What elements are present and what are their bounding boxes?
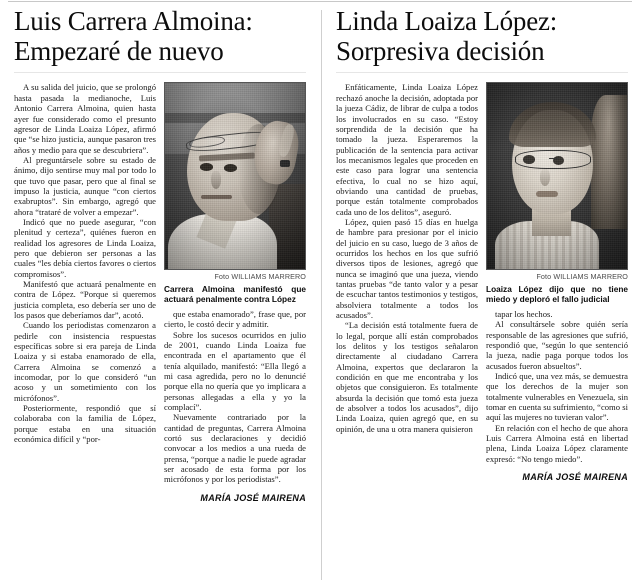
right-headline [336, 6, 628, 66]
left-columns [14, 82, 306, 503]
paragraph: A su salida del juicio, que se prolongó hasta pasada la medianoche, Luis Antonio Carrera Almoina, quien hasta ayer fue considerado como el presunto agresor de Linda Loaiza López, afirmó que “se hizo justicia, aunque pasaron tres años y medio para que se descubriera”. [14, 82, 156, 155]
paragraph: En relación con el hecho de que ahora Luis Carrera Almoina está en libertad plena, Linda Loaiza López claramente expresó: “No tengo miedo”. [486, 422, 628, 464]
left-headline-line-1: Luis Carrera Almoina: [14, 6, 253, 36]
left-photo-caption: Carrera Almoina manifestó que actuará penalmente contra López [164, 283, 306, 304]
paragraph: “La decisión está totalmente fuera de lo legal, porque allí están comprobados los delitos y los testigos señalaron directamente al ciudadano Carrera Almoina, expertos que declararon la condición en que me encontraba y los objetos que consiguieron. Es totalmente absurda la decisión que tomó esta jueza de absolver a todos los acusados”, dijo Linda Loaiza, quien agregó que, en su opinión, de una u otra manera quisieron [336, 320, 478, 434]
left-headline-rule [14, 72, 306, 73]
left-headline [14, 6, 306, 66]
right-headline-line-1: Linda Loaiza López: [336, 6, 558, 36]
paragraph: Indicó que no puede asegurar, “con plenitud y certeza”, quiénes fueron en realidad los agresores de Linda Loaiza, pero que debieron ser personas a las cuales “les debía ciertos favores o ciertos compromisos”. [14, 216, 156, 279]
paragraph: Indicó que, una vez más, se demuestra que los derechos de la mujer son totalmente vulnerables en Venezuela, sin tomar en cuenta su sufrimiento, “como si aquí las mujeres no tuvieran valor”. [486, 370, 628, 423]
right-photo-caption: Loaiza López dijo que no tiene miedo y deploró el fallo judicial [486, 283, 628, 304]
right-column-2 [486, 82, 628, 482]
paragraph: López, quien pasó 15 días en huelga de hambre para presionar por el inicio del juicio en su caso, luego de 3 años de ocurridos los hechos en los que sufrió diversos tipos de lesiones, agregó que nunca se imaginó que una jueza, viendo tantas pruebas “de tanto valor y a pesar de escuchar tantos testimonios y testigos, absolviera totalmente a todos los acusados”. [336, 216, 478, 321]
left-photo-credit: Foto WILLIAMS MARRERO [214, 272, 306, 282]
right-headline-rule [336, 72, 628, 73]
paragraph: tapar los hechos. [495, 308, 553, 319]
right-photo-block [486, 82, 628, 303]
photo-vignette [487, 83, 627, 269]
right-headline-line-2: Sorpresiva decisión [336, 36, 545, 67]
paragraph: Sobre los sucesos ocurridos en julio de 2001, cuando Linda Loaiza fue encontrada en el apartamento que él tenía alquilado, manifestó: “Ella llegó a mi casa agredida, pero no lo denuncié porque ella no quería que yo implicara a personas allegadas a ella y yo la complací”. [164, 329, 306, 412]
page-top-rule [8, 1, 632, 2]
paragraph: Al consultársele sobre quién sería responsable de las agresiones que sufrió, respondió que, “según lo que sentenció la jueza, nadie paga porque todos los acusados fueron absueltos”. [486, 319, 628, 371]
right-byline: MARÍA JOSÉ MAIRENA [522, 471, 628, 482]
right-columns [336, 82, 628, 482]
paragraph: Al preguntársele sobre su estado de ánimo, dijo sentirse muy mal por todo lo que tuvo que pasar, pero que al final se impuso la justicia, aunque “con ciertos exabruptos”. Sin embargo, agregó que ahora “trataré de volver a empezar”. [14, 154, 156, 217]
paragraph: Posteriormente, respondió que sí colaboraba con la familia de López, porque estaba en una situación económica difícil y “por- [14, 403, 156, 445]
paragraph: Enfáticamente, Linda Loaiza López rechazó anoche la decisión, adoptada por la jueza Cádiz, de librar de culpa a todos los involucrados en su caso. “Estoy sorprendida de la decisión que ha tomado la jueza. Esperaremos la publicación de la sentencia para activar los mecanismos legales que proceden en este caso para lograr una sentencia efectiva, lo cual no se hizo aquí, obviando una cantidad de pruebas, porque están totalmente comprobados cada uno de los delitos”, aseguró. [336, 82, 478, 217]
article-linda-loaiza-lopez [320, 6, 640, 584]
photo-vignette [165, 83, 305, 269]
left-headline-line-2: Empezaré de nuevo [14, 36, 224, 67]
left-body [14, 82, 306, 503]
paragraph: Cuando los periodistas comenzaron a pedirle con insistencia respuestas específicas sobre si era pareja de Linda Loaiza y si estaba enamorado de ella, Carrera Almoina se comenzó a incomodar, por lo que consideró “un acoso y un sometimiento con los micrófonos”. [14, 320, 156, 403]
linda-loaiza-photo [486, 82, 628, 270]
article-luis-carrera-almoina [0, 6, 320, 584]
right-column-1 [336, 82, 478, 482]
paragraph: Manifestó que actuará penalmente en contra de López. “Porque si queremos justicia completa, eso debería ser uno de los pasos que deberíamos dar”, acotó. [14, 279, 156, 321]
left-photo-block [164, 82, 306, 303]
right-body [336, 82, 628, 482]
paragraph: Nuevamente contrariado por la cantidad de preguntas, Carrera Almoina cortó sus declaraciones y decidió convocar a los medios a una rueda de prensa, “porque a nadie le puede agradar ser acosado de esta forma por los micrófonos y por los periodistas”. [164, 412, 306, 485]
paragraph: que estaba enamorado”, frase que, por cierto, le costó decir y admitir. [164, 308, 306, 330]
left-byline: MARÍA JOSÉ MAIRENA [200, 492, 306, 503]
left-column-1 [14, 82, 156, 503]
right-photo-credit: Foto WILLIAMS MARRERO [536, 272, 628, 282]
left-column-2 [164, 82, 306, 503]
carrera-almoina-photo [164, 82, 306, 270]
